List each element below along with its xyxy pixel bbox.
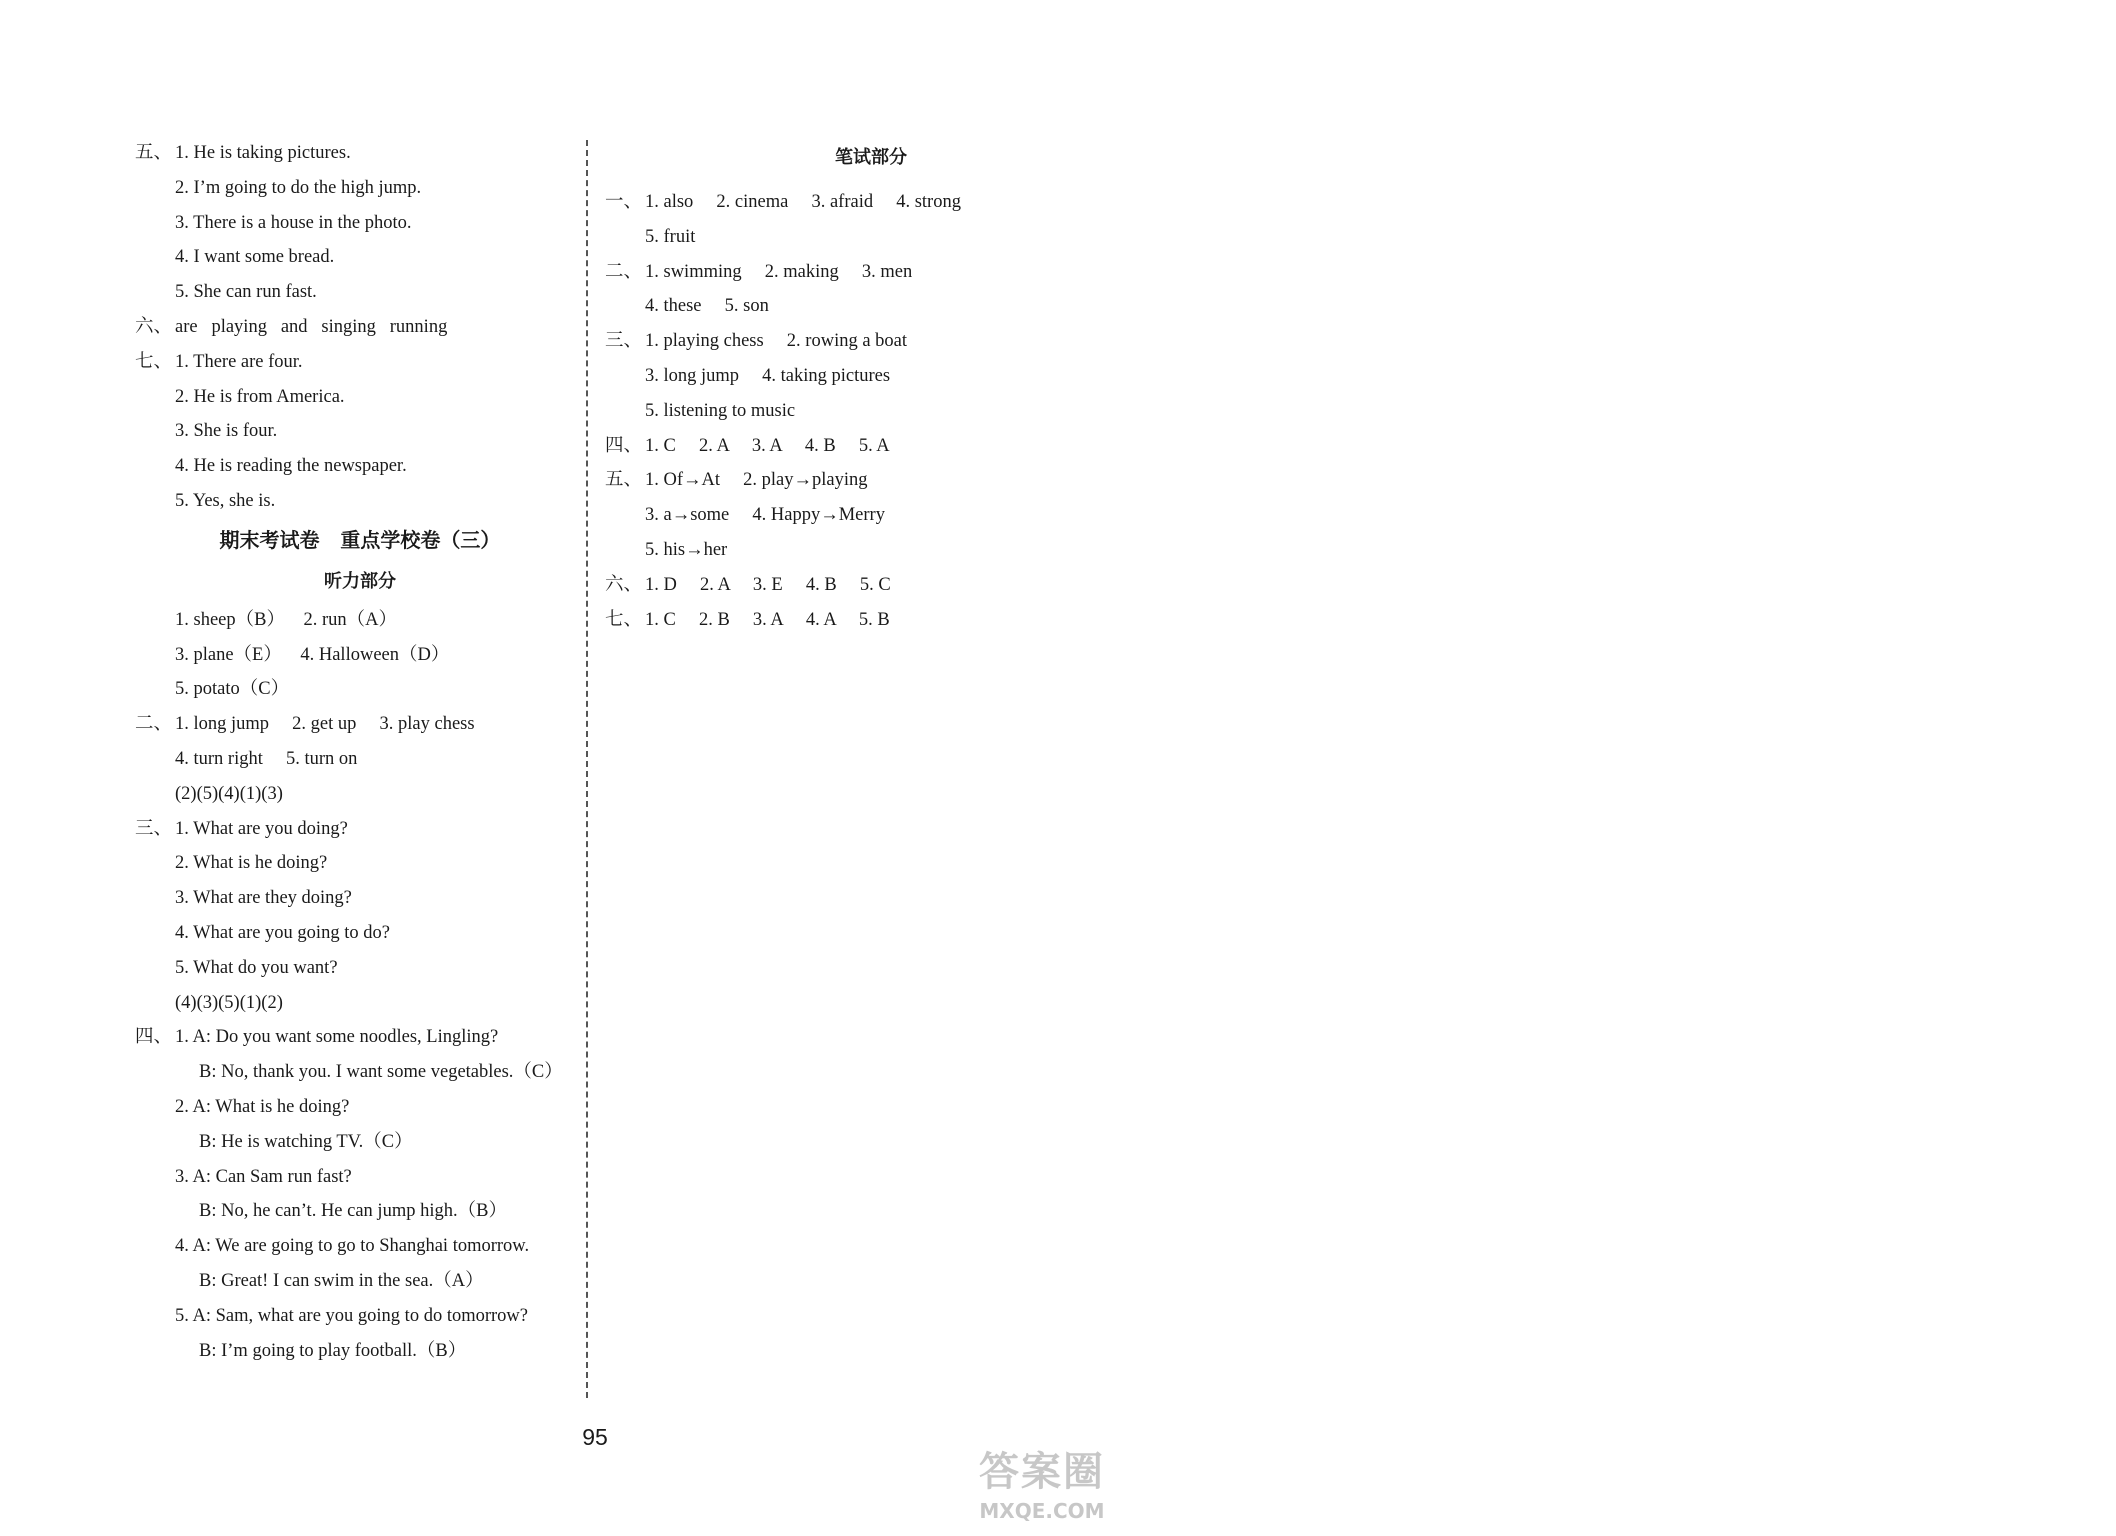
- answer-line: 3. A: Can Sam run fast?: [175, 1166, 352, 1187]
- answer-line: 3. She is four.: [175, 421, 278, 442]
- answer-line: B: No, he can’t. He can jump high.（B）: [199, 1201, 507, 1222]
- written-section-title: 笔试部分: [835, 147, 907, 168]
- watermark-logo: [975, 1446, 1109, 1526]
- column-divider: [586, 140, 588, 1398]
- listening-section-4-answers: [135, 1020, 585, 1368]
- answer-line: 1. sheep（B） 2. run（A）: [175, 609, 397, 630]
- answer-line: 5. Yes, she is.: [175, 490, 276, 511]
- answer-line: 六、 are playing and singing running: [135, 310, 585, 345]
- answer-line: 四、 1. A: Do you want some noodles, Lingling?: [135, 1020, 585, 1055]
- answer-line: 5. What do you want?: [175, 957, 338, 978]
- answer-line: 七、 1. C 2. B 3. A 4. A 5. B: [605, 603, 1125, 638]
- answer-line: 5. fruit: [645, 226, 696, 247]
- section-number: 四、: [135, 1027, 173, 1048]
- answer-line: 5. listening to music: [645, 400, 796, 421]
- answer-line: B: He is watching TV.（C）: [199, 1131, 413, 1152]
- section-number: 五、: [135, 143, 173, 163]
- section-number: 七、: [605, 609, 643, 630]
- answer-line: 4. He is reading the newspaper.: [175, 456, 407, 477]
- answer-line: 二、 1. long jump 2. get up 3. play chess: [135, 707, 585, 742]
- section-7-answers: [135, 345, 585, 519]
- section-number: 六、: [135, 316, 173, 337]
- section-number: 一、: [605, 192, 643, 212]
- answer-line: 3. There is a house in the photo.: [175, 212, 412, 233]
- answer-line: 三、 1. What are you doing?: [135, 812, 585, 847]
- answer-line: 4. What are you going to do?: [175, 922, 390, 943]
- exam-title: 期末考试卷 重点学校卷（三）: [219, 527, 501, 552]
- answer-line: 一、 1. also 2. cinema 3. afraid 4. strong: [605, 185, 1125, 220]
- answer-line: 5. She can run fast.: [175, 282, 317, 303]
- section-number: 七、: [135, 351, 173, 372]
- answer-line: (2)(5)(4)(1)(3): [175, 783, 283, 804]
- answer-line: 三、 1. playing chess 2. rowing a boat: [605, 324, 1125, 359]
- section-number: 四、: [605, 435, 643, 456]
- answer-line: (4)(3)(5)(1)(2): [175, 992, 283, 1013]
- section-number: 三、: [135, 818, 173, 839]
- section-number: 五、: [605, 470, 643, 491]
- section-number: 六、: [605, 574, 643, 595]
- answer-line: B: Great! I can swim in the sea.（A）: [199, 1270, 484, 1291]
- page-number: 95: [582, 1424, 608, 1450]
- written-section-6-answers: [605, 568, 1125, 603]
- section-number: 二、: [605, 261, 643, 282]
- watermark-mark: 答案圈: [979, 1449, 1105, 1495]
- right-column: [605, 143, 1125, 637]
- written-section-3-answers: [605, 324, 1125, 428]
- answer-line: 七、 1. There are four.: [135, 345, 585, 380]
- answer-line: 六、 1. D 2. A 3. E 4. B 5. C: [605, 568, 1125, 603]
- answer-line: 四、 1. C 2. A 3. A 4. B 5. A: [605, 429, 1125, 464]
- answer-line: B: No, thank you. I want some vegetables.（C）: [199, 1062, 563, 1083]
- listening-section-1-answers: [135, 603, 585, 707]
- written-section-2-answers: [605, 255, 1125, 325]
- section-6-answers: [135, 310, 585, 345]
- answer-line: 二、 1. swimming 2. making 3. men: [605, 255, 1125, 290]
- answer-line: 5. A: Sam, what are you going to do tomorrow?: [175, 1305, 528, 1326]
- answer-line: 4. A: We are going to go to Shanghai tomorrow.: [175, 1236, 530, 1257]
- answer-line: 4. turn right 5. turn on: [175, 748, 358, 769]
- watermark-text: MXQE.COM: [979, 1499, 1105, 1523]
- answer-line: 3. a→some 4. Happy→Merry: [645, 505, 885, 526]
- written-section-7-answers: [605, 603, 1125, 638]
- section-number: 三、: [605, 331, 643, 352]
- answer-line: 3. What are they doing?: [175, 888, 352, 909]
- listening-section-2-answers: [135, 707, 585, 811]
- answer-line: 五、 1. Of→At 2. play→playing: [605, 463, 1125, 498]
- section-number: 二、: [135, 714, 173, 735]
- answer-line: B: I’m going to play football.（B）: [199, 1340, 467, 1361]
- answer-line: 4. I want some bread.: [175, 247, 335, 268]
- written-section-4-answers: [605, 429, 1125, 464]
- answer-line: 3. plane（E） 4. Halloween（D）: [175, 644, 450, 665]
- answer-line: 2. What is he doing?: [175, 853, 328, 874]
- answer-line: 2. I’m going to do the high jump.: [175, 177, 422, 198]
- answer-line: 5. his→her: [645, 539, 728, 560]
- left-column: [135, 136, 585, 1368]
- answer-line: 4. these 5. son: [645, 296, 769, 317]
- answer-line: 5. potato（C）: [175, 679, 290, 700]
- listening-section-3-answers: [135, 812, 585, 1021]
- answer-line: 2. A: What is he doing?: [175, 1096, 350, 1117]
- answer-line: 五、 1. He is taking pictures.: [135, 136, 585, 171]
- written-section-1-answers: [605, 185, 1125, 255]
- section-5-answers: [135, 136, 585, 310]
- written-section-5-answers: [605, 463, 1125, 567]
- listening-section-title: 听力部分: [324, 570, 396, 592]
- answer-line: 2. He is from America.: [175, 386, 345, 407]
- answer-line: 3. long jump 4. taking pictures: [645, 365, 891, 386]
